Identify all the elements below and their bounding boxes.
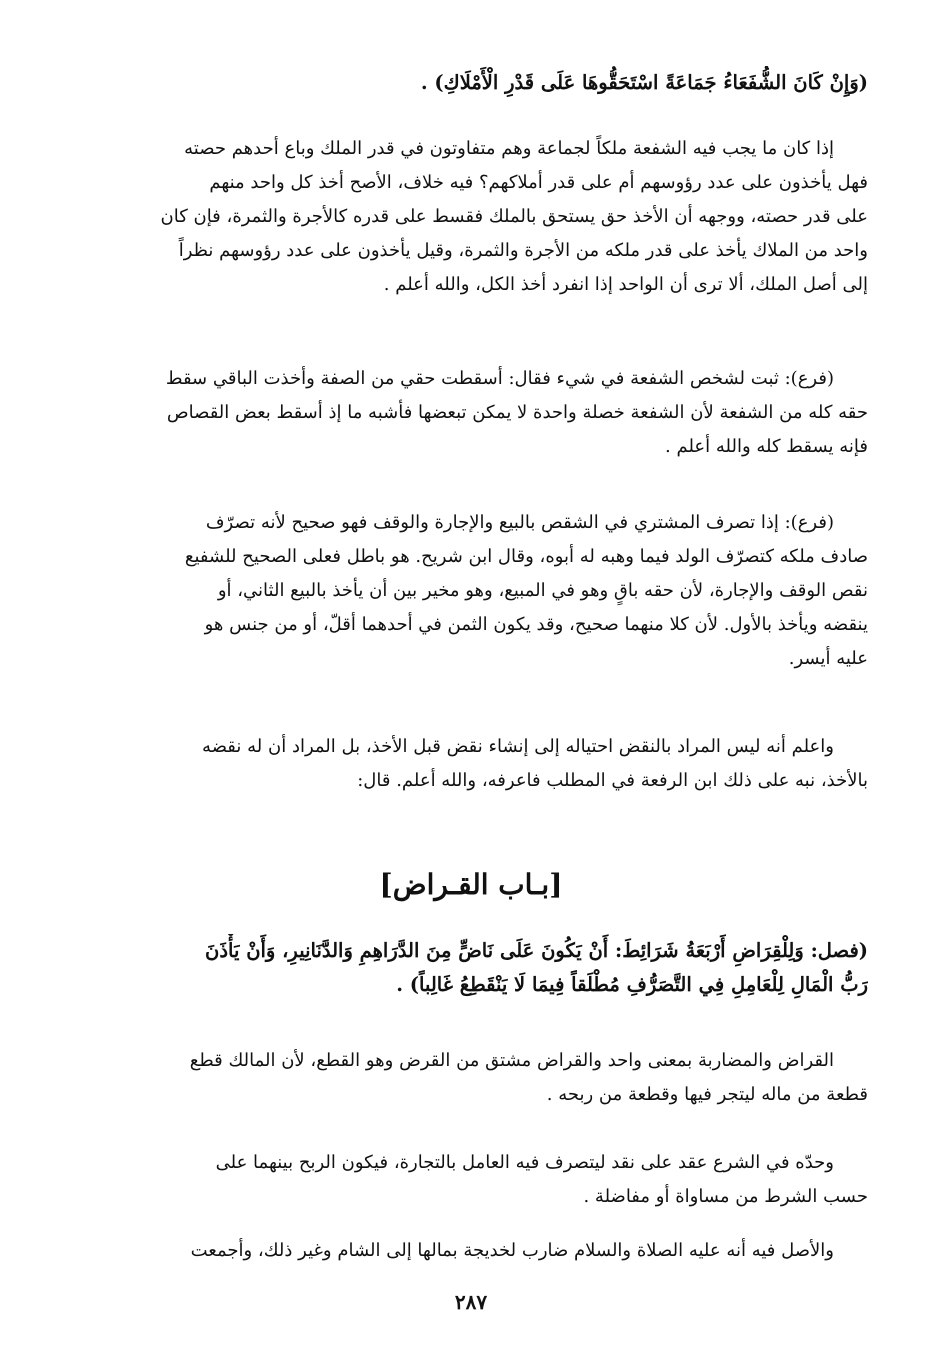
text-line: إذا كان ما يجب فيه الشفعة ملكاً لجماعة وهم متفاوتون في قدر الملك وباع أحدهم حصته (184, 138, 834, 159)
paragraph-note (74, 730, 868, 798)
text-line: (فرع): ثبت لشخص الشفعة في شيء فقال: أسقطت حقي من الصفة وأخذت الباقي سقط (165, 368, 834, 389)
page-number: ٢٨٧ (454, 1290, 488, 1314)
text-line: (فصل: وَلِلْقِرَاضِ أَرْبَعَةُ شَرَائِطَ: أَنْ يَكُونَ عَلَى نَاضٍّ مِنَ الدَّرَاهِمِ وَالدَّنَانِيرِ، وَأَنْ يَأْذَنَ (205, 939, 868, 962)
text-line: على قدر حصته، ووجهه أن الأخذ حق يستحق بالملك فقسط على قدره كالأجرة والثمرة، فإن كان (160, 206, 868, 227)
text-line: حقه كله من الشفعة لأن الشفعة خصلة واحدة لا يمكن تبعضها فأشبه ما إذ أسقط بعض القصاص (166, 402, 868, 423)
chapter-title: [بـاب القـراض] (379, 868, 563, 901)
text-line: ينقضه ويأخذ بالأول. لأن كلا منهما صحيح، وقد يكون الثمن في أحدهما أقلّ، أو من جنس هو (204, 614, 868, 635)
paragraph-far-2 (74, 506, 868, 676)
matn-heading (74, 66, 868, 100)
paragraph-far-1 (74, 362, 868, 464)
text-line: القراض والمضاربة بمعنى واحد والقراض مشتق من القرض وهو القطع، لأن المالك قطع (189, 1050, 834, 1071)
paragraph-shares (74, 132, 868, 302)
text-line: واعلم أنه ليس المراد بالنقض احتياله إلى إنشاء نقض قبل الأخذ، بل المراد أن له نقضه (202, 736, 834, 757)
fasl-matn (74, 934, 868, 1002)
text-line: عليه أيسر. (788, 648, 868, 669)
paragraph-definition (74, 1044, 868, 1112)
paragraph-origin (74, 1234, 868, 1268)
text-line: حسب الشرط من مساواة أو مفاضلة . (583, 1186, 868, 1207)
text-line: والأصل فيه أنه عليه الصلاة والسلام ضارب لخديجة بمالها إلى الشام وغير ذلك، وأجمعت (190, 1240, 834, 1261)
text-line: (فرع): إذا تصرف المشتري في الشقص بالبيع والإجارة والوقف فهو صحيح لأنه تصرّف (205, 512, 834, 533)
text-line: إلى أصل الملك، ألا ترى أن الواحد إذا انفرد أخذ الكل، والله أعلم . (383, 274, 868, 295)
text-line: صادف ملكه كتصرّف الولد فيما وهبه له أبوه، وقال ابن شريح. هو باطل فعلى الصحيح للشفيع (184, 546, 868, 567)
text-line: فهل يأخذون على عدد رؤوسهم أم على قدر أملاكهم؟ فيه خلاف، الأصح أخذ كل واحد منهم (209, 172, 868, 193)
text-line: رَبُّ الْمَالِ لِلْعَامِلِ فِي التَّصَرُّفِ مُطْلَقاً فِيمَا لَا يَنْقَطِعُ غَالِباً) . (396, 973, 868, 996)
text-line: بالأخذ، نبه على ذلك ابن الرفعة في المطلب فاعرفه، والله أعلم. قال: (357, 770, 868, 791)
text-line: نقص الوقف والإجارة، لأن حقه باقٍ وهو في المبيع، وهو مخير بين أن يأخذ بالبيع الثاني، أو (217, 580, 868, 601)
text-line: وحدّه في الشرع عقد على نقد ليتصرف فيه العامل بالتجارة، فيكون الربح بينهما على (215, 1152, 834, 1173)
matn-heading-text: (وَإِنْ كَانَ الشُّفَعَاءُ جَمَاعَةً اسْتَحَقُّوهَا عَلَى قَدْرِ الْأَمْلَاكِ) . (420, 71, 868, 94)
text-line: قطعة من ماله ليتجر فيها وقطعة من ربحه . (546, 1084, 868, 1105)
paragraph-shari-definition (74, 1146, 868, 1214)
text-line: واحد من الملاك يأخذ على قدر ملكه من الأجرة والثمرة، وقيل يأخذون على عدد رؤوسهم نظراً (178, 240, 868, 261)
text-line: فإنه يسقط كله والله أعلم . (665, 436, 868, 457)
